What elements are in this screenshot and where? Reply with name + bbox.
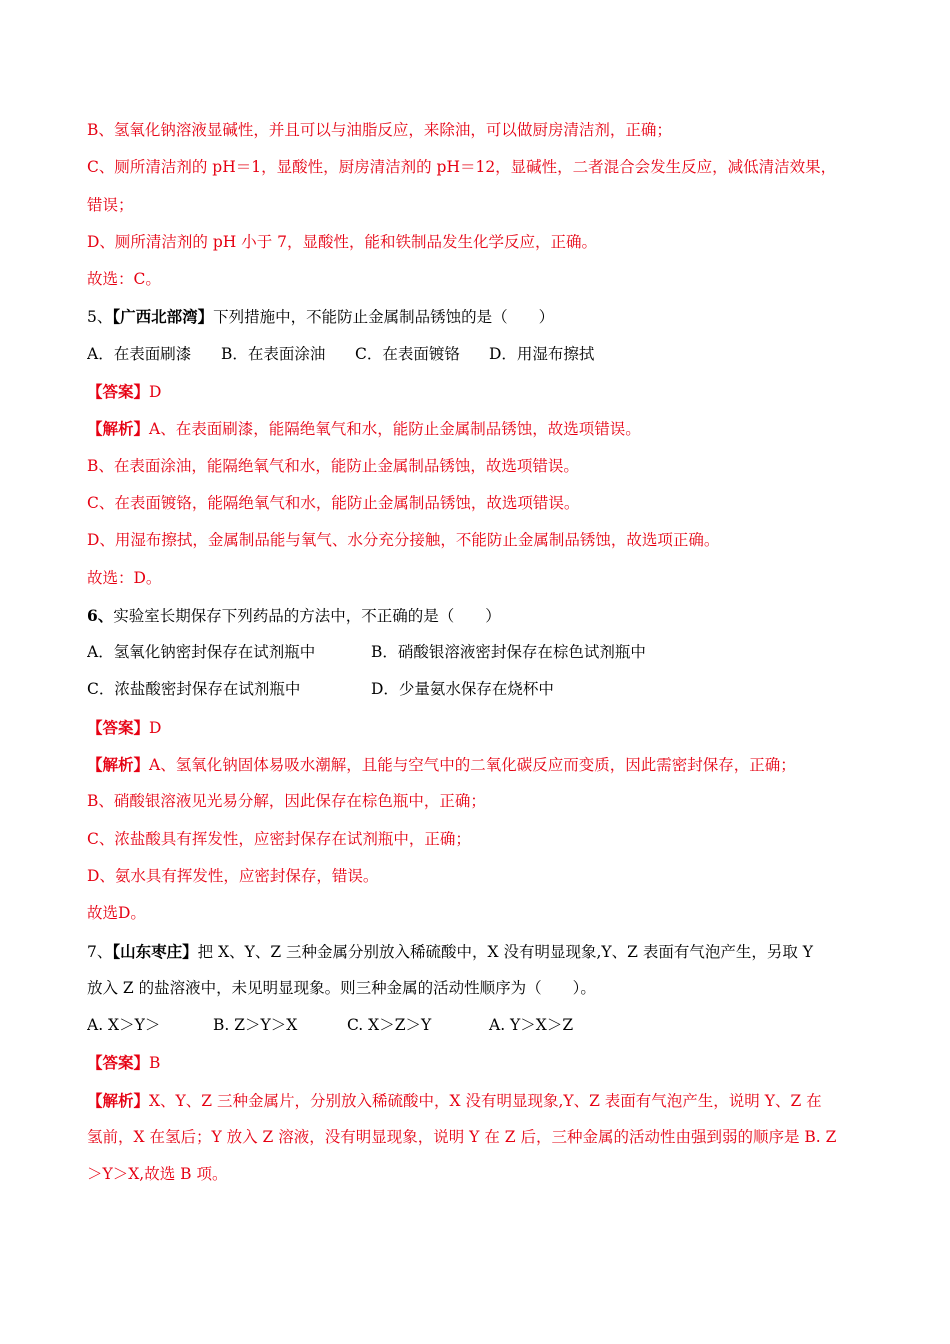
q7-explanation-tag: 【解析】: [87, 1090, 150, 1110]
q7-answer-tag: 【答案】: [87, 1053, 150, 1073]
q6-options-row1: [87, 634, 867, 671]
q5-option-b: B．在表面涂油: [221, 344, 326, 363]
q7-explanation-line2: 氢前，X 在氢后；Y 放入 Z 溶液，没有明显现象，说明 Y 在 Z 后，三种金属的活动性由强到弱的顺序是 B. Z: [87, 1128, 837, 1147]
q6-explanation-c: C、浓盐酸具有挥发性，应密封保存在试剂瓶中，正确；: [87, 829, 471, 848]
q6-number: 6、: [87, 605, 114, 625]
q5-explanation-a-text: A、在表面刷漆，能隔绝氧气和水，能防止金属制品锈蚀，故选项错误。: [149, 420, 641, 439]
q6-options-row2: [87, 671, 867, 708]
q7-explanation-line1-text: X、Y、Z 三种金属片，分别放入稀硫酸中，X 没有明显现象,Y、Z 表面有气泡产生，说明 Y、Z 在: [149, 1091, 822, 1110]
q7-answer-value: B: [149, 1054, 161, 1073]
document-page: [87, 112, 867, 1194]
q7-options: [87, 1007, 867, 1044]
q6-answer-tag: 【答案】: [87, 717, 150, 737]
q5-option-a: A．在表面刷漆: [87, 344, 192, 363]
q5-answer-value: D: [149, 383, 162, 402]
q7-explanation-line1: [87, 1082, 867, 1119]
q7-explanation-line3: ＞Y＞X,故选 B 项。: [87, 1165, 228, 1184]
q5-explanation-tag: 【解析】: [87, 419, 150, 439]
q7-source-tag: 【山东枣庄】: [112, 941, 198, 961]
q5-stem: [87, 298, 867, 335]
q6-answer: [87, 709, 867, 746]
q5-explanation-a: [87, 410, 867, 447]
q5-answer: [87, 373, 867, 410]
q5-question: 下列措施中，不能防止金属制品锈蚀的是（ ）: [213, 308, 555, 327]
q6-option-d: D．少量氨水保存在烧杯中: [371, 680, 554, 699]
q7-option-c: C. X＞Z＞Y: [347, 1016, 432, 1035]
q6-explanation-tag: 【解析】: [87, 755, 150, 775]
q6-explanation-a: [87, 746, 867, 783]
q5-choice: 故选：D。: [87, 568, 162, 587]
q7-stem-line2: 放入 Z 的盐溶液中，未见明显现象。则三种金属的活动性顺序为（ ）。: [87, 978, 596, 997]
prev-explanation-c-line2: 错误；: [87, 195, 134, 214]
q6-explanation-b: B、硝酸银溶液见光易分解，因此保存在棕色瓶中，正确；: [87, 792, 486, 811]
prev-explanation-c-line1: C、厕所清洁剂的 pH＝1，显酸性，厨房清洁剂的 pH＝12，显碱性，二者混合会发生反应，减低清洁效果，: [87, 158, 837, 177]
q5-source-tag: 【广西北部湾】: [112, 307, 214, 327]
q5-answer-tag: 【答案】: [87, 382, 150, 402]
q6-explanation-d: D、氨水具有挥发性，应密封保存，错误。: [87, 866, 379, 885]
prev-choice: 故选：C。: [87, 270, 161, 289]
q6-option-b: B．硝酸银溶液密封保存在棕色试剂瓶中: [371, 643, 646, 662]
q7-answer: [87, 1044, 867, 1081]
q7-option-d: A. Y＞X＞Z: [489, 1016, 574, 1035]
q5-option-c: C．在表面镀铬: [355, 344, 460, 363]
q6-option-c: C．浓盐酸密封保存在试剂瓶中: [87, 680, 301, 699]
q5-explanation-d: D、用湿布擦拭，金属制品能与氧气、水分充分接触，不能防止金属制品锈蚀，故选项正确。: [87, 531, 720, 550]
q7-number: 7、: [87, 942, 113, 961]
q6-question: 实验室长期保存下列药品的方法中，不正确的是（ ）: [113, 606, 501, 625]
q5-option-d: D．用湿布擦拭: [489, 344, 595, 363]
q5-number: 5、: [87, 308, 113, 327]
q5-explanation-b: B、在表面涂油，能隔绝氧气和水，能防止金属制品锈蚀，故选项错误。: [87, 456, 579, 475]
q7-stem-line1: [87, 933, 867, 970]
q5-explanation-c: C、在表面镀铬，能隔绝氧气和水，能防止金属制品锈蚀，故选项错误。: [87, 493, 580, 512]
q7-question-line1: 把 X、Y、Z 三种金属分别放入稀硫酸中，X 没有明显现象,Y、Z 表面有气泡产生，另取 Y: [197, 942, 814, 961]
prev-explanation-b: B、氢氧化钠溶液显碱性，并且可以与油脂反应，来除油，可以做厨房清洁剂，正确；: [87, 121, 672, 139]
q6-option-a: A．氢氧化钠密封保存在试剂瓶中: [87, 643, 316, 662]
q6-choice: 故选D。: [87, 904, 146, 923]
q7-option-b: B. Z＞Y＞X: [213, 1016, 298, 1035]
prev-explanation-d: D、厕所清洁剂的 pH 小于 7，显酸性，能和铁制品发生化学反应，正确。: [87, 232, 598, 251]
q6-explanation-a-text: A、氢氧化钠固体易吸水潮解，且能与空气中的二氧化碳反应而变质，因此需密封保存，正确；: [149, 756, 796, 775]
q7-option-a: A. X＞Y＞: [87, 1016, 161, 1035]
q6-answer-value: D: [149, 718, 162, 737]
q5-options: [87, 336, 867, 373]
q6-stem: [87, 597, 867, 634]
